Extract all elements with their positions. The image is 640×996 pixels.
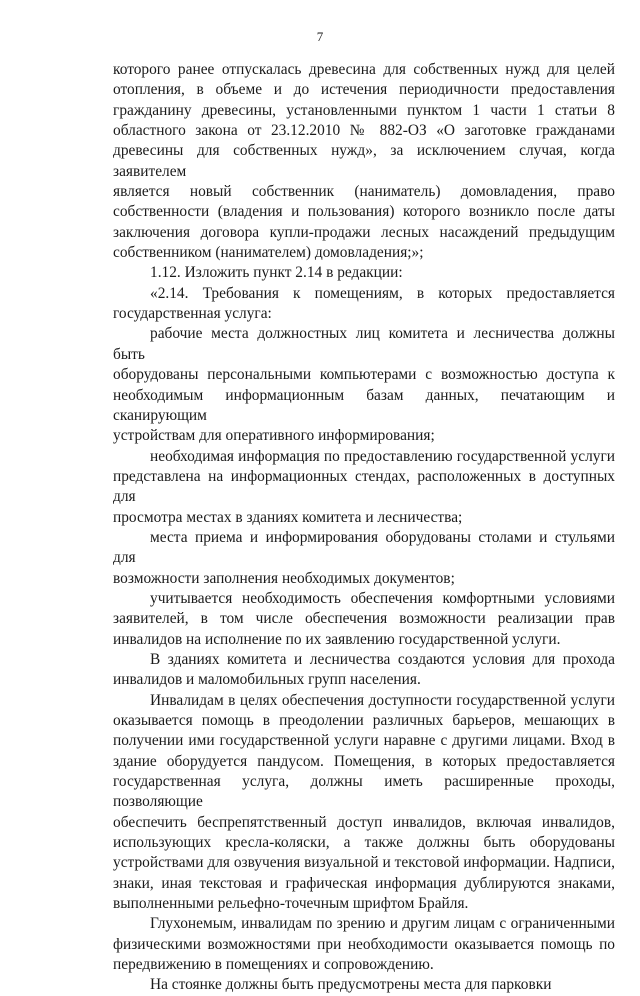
paragraph (113, 650, 615, 691)
text-line: выполненными рельефно-точечным шрифтом Брайля. (113, 895, 469, 913)
text-line: просмотра местах в зданиях комитета и лесничества; (113, 508, 463, 526)
text-line: отопления, в объеме и до истечения периодичности предоставления (113, 81, 615, 99)
text-line: передвижению в помещениях и сопровождению. (113, 956, 434, 974)
text-line: получении ими государственной услуги наравне с другими лицами. Вход в (113, 732, 615, 750)
text-line: представлена на информационных стендах, расположенных в доступных для (113, 467, 615, 506)
text-line: Глухонемым, инвалидам по зрению и другим лицам с ограниченными (150, 915, 615, 933)
text-line: «2.14. Требования к помещениям, в которых предоставляется (150, 284, 615, 302)
text-line: древесины для собственных нужд», за исключением случая, когда заявителем (113, 142, 615, 180)
text-line: является новый собственник (наниматель) домовладения, право (113, 183, 615, 201)
text-line: гражданину древесины, установленными пунктом 1 части 1 статьи 8 (113, 101, 615, 119)
text-line: 1.12. Изложить пункт 2.14 в редакции: (150, 264, 403, 282)
text-line: использующих кресла-коляски, а также должны быть оборудованы (113, 834, 615, 852)
paragraph (113, 691, 615, 915)
paragraph (113, 263, 615, 283)
paragraph (113, 447, 615, 528)
text-line: В зданиях комитета и лесничества создаются условия для прохода (150, 650, 615, 668)
paragraph (113, 975, 615, 995)
text-line: необходимым информационным базам данных, печатающим и сканирующим (113, 386, 615, 424)
text-line: возможности заполнения необходимых документов; (113, 569, 455, 587)
text-line: устройствами для озвучения визуальной и текстовой информации. Надписи, (113, 854, 615, 872)
document-body (113, 60, 615, 996)
text-line: необходимая информация по предоставлению государственной услуги (150, 447, 615, 465)
paragraph (113, 589, 615, 650)
paragraph (113, 528, 615, 589)
text-line: заявителей, в том числе обеспечения возможности реализации прав (113, 610, 615, 628)
paragraph (113, 60, 615, 263)
text-line: здание оборудуется пандусом. Помещения, в которых предоставляется (113, 752, 615, 770)
text-line: государственная услуга, должны иметь расширенные проходы, позволяющие (113, 773, 615, 811)
text-line: собственности (владения и пользования) которого возникло после даты (113, 203, 615, 221)
text-line: знаки, иная текстовая и графическая информация дублируются знаками, (113, 874, 615, 892)
text-line: места приема и информирования оборудованы столами и стульями для (113, 528, 615, 567)
text-line: устройствам для оперативного информирования; (113, 427, 435, 445)
text-line: На стоянке должны быть предусмотрены места для парковки (150, 976, 552, 994)
paragraph (113, 284, 615, 325)
text-line: заключения договора купли-продажи лесных насаждений предыдущим (113, 223, 615, 241)
paragraph (113, 914, 615, 975)
text-line: государственная услуга: (113, 305, 272, 323)
text-line: физическими возможностями при необходимости оказывается помощь по (113, 935, 615, 953)
text-line: оказывается помощь в преодолении различных барьеров, мешающих в (113, 712, 615, 729)
text-line: оборудованы персональными компьютерами с возможностью доступа к (113, 366, 615, 384)
text-line: инвалидов на исполнение по их заявлению государственной услуги. (113, 630, 561, 648)
paragraph (113, 324, 615, 446)
text-line: областного закона от 23.12.2010 № 882-ОЗ «О заготовке гражданами (113, 122, 615, 140)
page-number: 7 (316, 29, 324, 44)
text-line: Инвалидам в целях обеспечения доступности государственной услуги (150, 691, 615, 709)
text-line: обеспечить беспрепятственный доступ инвалидов, включая инвалидов, (113, 813, 615, 831)
text-line: инвалидов и маломобильных групп населения. (113, 671, 421, 689)
text-line: учитывается необходимость обеспечения комфортными условиями (150, 589, 615, 607)
text-line: рабочие места должностных лиц комитета и лесничества должны быть (113, 325, 615, 363)
text-line: которого ранее отпускалась древесина для собственных нужд для целей (113, 61, 615, 78)
text-line: собственником (нанимателем) домовладения;»; (113, 244, 424, 262)
